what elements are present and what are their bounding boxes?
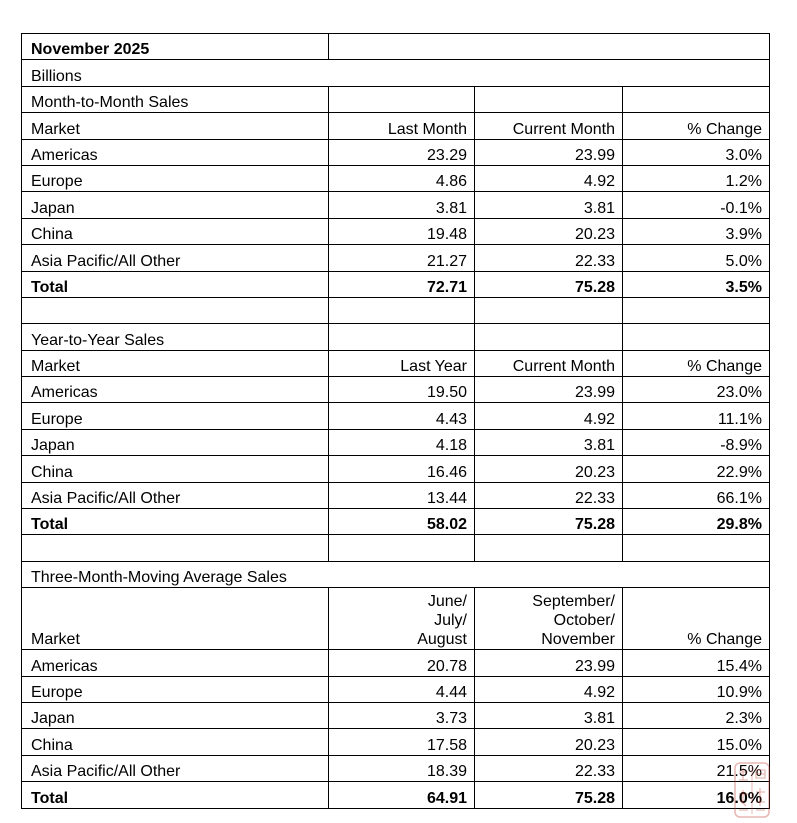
col-header-last-year: Last Year <box>329 350 475 376</box>
value-previous: 4.18 <box>329 429 475 455</box>
spacer-row <box>22 297 770 323</box>
table-row <box>22 650 770 676</box>
col-header-last-month: Last Month <box>329 113 475 139</box>
value-change: 66.1% <box>623 482 770 508</box>
value-previous: 4.43 <box>329 403 475 429</box>
total-label: Total <box>22 271 329 297</box>
value-current: 3.81 <box>475 429 623 455</box>
col-header-market: Market <box>22 588 329 650</box>
total-row <box>22 509 770 535</box>
header-line: August <box>417 631 467 649</box>
report-title: November 2025 <box>22 34 329 60</box>
total-change: 3.5% <box>623 271 770 297</box>
total-previous: 72.71 <box>329 271 475 297</box>
report-title-row <box>22 34 770 60</box>
header-line: November <box>541 631 615 649</box>
value-current: 20.23 <box>475 218 623 244</box>
table-row <box>22 429 770 455</box>
table-row <box>22 403 770 429</box>
value-change: 2.3% <box>623 702 770 728</box>
table-row <box>22 192 770 218</box>
market-name: Asia Pacific/All Other <box>22 755 329 781</box>
value-change: -0.1% <box>623 192 770 218</box>
total-row <box>22 782 770 808</box>
value-change: 15.0% <box>623 729 770 755</box>
section-heading-row <box>22 561 770 587</box>
table-row <box>22 218 770 244</box>
value-change: 1.2% <box>623 165 770 191</box>
table-row <box>22 676 770 702</box>
value-change: 5.0% <box>623 245 770 271</box>
total-previous: 58.02 <box>329 509 475 535</box>
sales-report-table <box>21 33 770 809</box>
value-current: 23.99 <box>475 650 623 676</box>
value-previous: 20.78 <box>329 650 475 676</box>
col-header-curr-period <box>475 588 623 650</box>
col-header-change: % Change <box>623 113 770 139</box>
header-line: June/ <box>427 593 467 611</box>
unit-label: Billions <box>22 60 770 86</box>
total-current: 75.28 <box>475 509 623 535</box>
value-previous: 19.48 <box>329 218 475 244</box>
market-name: Japan <box>22 702 329 728</box>
spacer-row <box>22 535 770 561</box>
total-row <box>22 271 770 297</box>
header-line: October/ <box>553 612 615 630</box>
report-title-blank <box>329 34 770 60</box>
seal-stamp-icon <box>734 762 770 818</box>
col-header-change: % Change <box>623 588 770 650</box>
value-change: 3.9% <box>623 218 770 244</box>
value-previous: 21.27 <box>329 245 475 271</box>
market-name: Japan <box>22 192 329 218</box>
table-row <box>22 139 770 165</box>
value-previous: 4.44 <box>329 676 475 702</box>
market-name: Europe <box>22 165 329 191</box>
column-header-row <box>22 350 770 376</box>
unit-row <box>22 60 770 86</box>
table-row <box>22 245 770 271</box>
market-name: Americas <box>22 139 329 165</box>
value-change: -8.9% <box>623 429 770 455</box>
value-previous: 19.50 <box>329 377 475 403</box>
market-name: Americas <box>22 650 329 676</box>
market-name: Europe <box>22 403 329 429</box>
value-current: 23.99 <box>475 377 623 403</box>
value-change: 10.9% <box>623 676 770 702</box>
col-header-prev-period <box>329 588 475 650</box>
section-heading: Year-to-Year Sales <box>22 324 329 350</box>
col-header-current-month: Current Month <box>475 113 623 139</box>
value-previous: 4.86 <box>329 165 475 191</box>
total-current: 75.28 <box>475 782 623 808</box>
column-header-row <box>22 113 770 139</box>
col-header-market: Market <box>22 350 329 376</box>
market-name: Japan <box>22 429 329 455</box>
col-header-change: % Change <box>623 350 770 376</box>
total-current: 75.28 <box>475 271 623 297</box>
market-name: Americas <box>22 377 329 403</box>
value-current: 4.92 <box>475 403 623 429</box>
table-row <box>22 482 770 508</box>
column-header-row <box>22 588 770 650</box>
total-change: 29.8% <box>623 509 770 535</box>
value-current: 4.92 <box>475 676 623 702</box>
table-row <box>22 755 770 781</box>
table-row <box>22 165 770 191</box>
value-previous: 23.29 <box>329 139 475 165</box>
value-current: 22.33 <box>475 245 623 271</box>
table-row <box>22 456 770 482</box>
market-name: China <box>22 456 329 482</box>
table-row <box>22 729 770 755</box>
market-name: Asia Pacific/All Other <box>22 482 329 508</box>
value-change: 15.4% <box>623 650 770 676</box>
value-change: 22.9% <box>623 456 770 482</box>
value-previous: 3.81 <box>329 192 475 218</box>
section-heading-row <box>22 86 770 112</box>
value-previous: 18.39 <box>329 755 475 781</box>
col-header-current-month: Current Month <box>475 350 623 376</box>
total-label: Total <box>22 782 329 808</box>
value-change: 21.5% <box>623 755 770 781</box>
value-change: 3.0% <box>623 139 770 165</box>
value-current: 3.81 <box>475 192 623 218</box>
header-line: September/ <box>532 593 615 611</box>
section-heading: Three-Month-Moving Average Sales <box>22 561 329 587</box>
value-current: 22.33 <box>475 482 623 508</box>
value-current: 23.99 <box>475 139 623 165</box>
table-row <box>22 702 770 728</box>
value-current: 3.81 <box>475 702 623 728</box>
value-current: 20.23 <box>475 729 623 755</box>
value-change: 11.1% <box>623 403 770 429</box>
value-previous: 17.58 <box>329 729 475 755</box>
header-line: July/ <box>434 612 467 630</box>
total-change: 16.0% <box>623 782 770 808</box>
value-current: 20.23 <box>475 456 623 482</box>
total-previous: 64.91 <box>329 782 475 808</box>
col-header-market: Market <box>22 113 329 139</box>
value-change: 23.0% <box>623 377 770 403</box>
value-current: 22.33 <box>475 755 623 781</box>
section-heading: Month-to-Month Sales <box>22 86 329 112</box>
value-current: 4.92 <box>475 165 623 191</box>
section-heading-row <box>22 324 770 350</box>
value-previous: 13.44 <box>329 482 475 508</box>
value-previous: 3.73 <box>329 702 475 728</box>
value-previous: 16.46 <box>329 456 475 482</box>
table-row <box>22 377 770 403</box>
market-name: China <box>22 729 329 755</box>
market-name: China <box>22 218 329 244</box>
market-name: Europe <box>22 676 329 702</box>
market-name: Asia Pacific/All Other <box>22 245 329 271</box>
total-label: Total <box>22 509 329 535</box>
